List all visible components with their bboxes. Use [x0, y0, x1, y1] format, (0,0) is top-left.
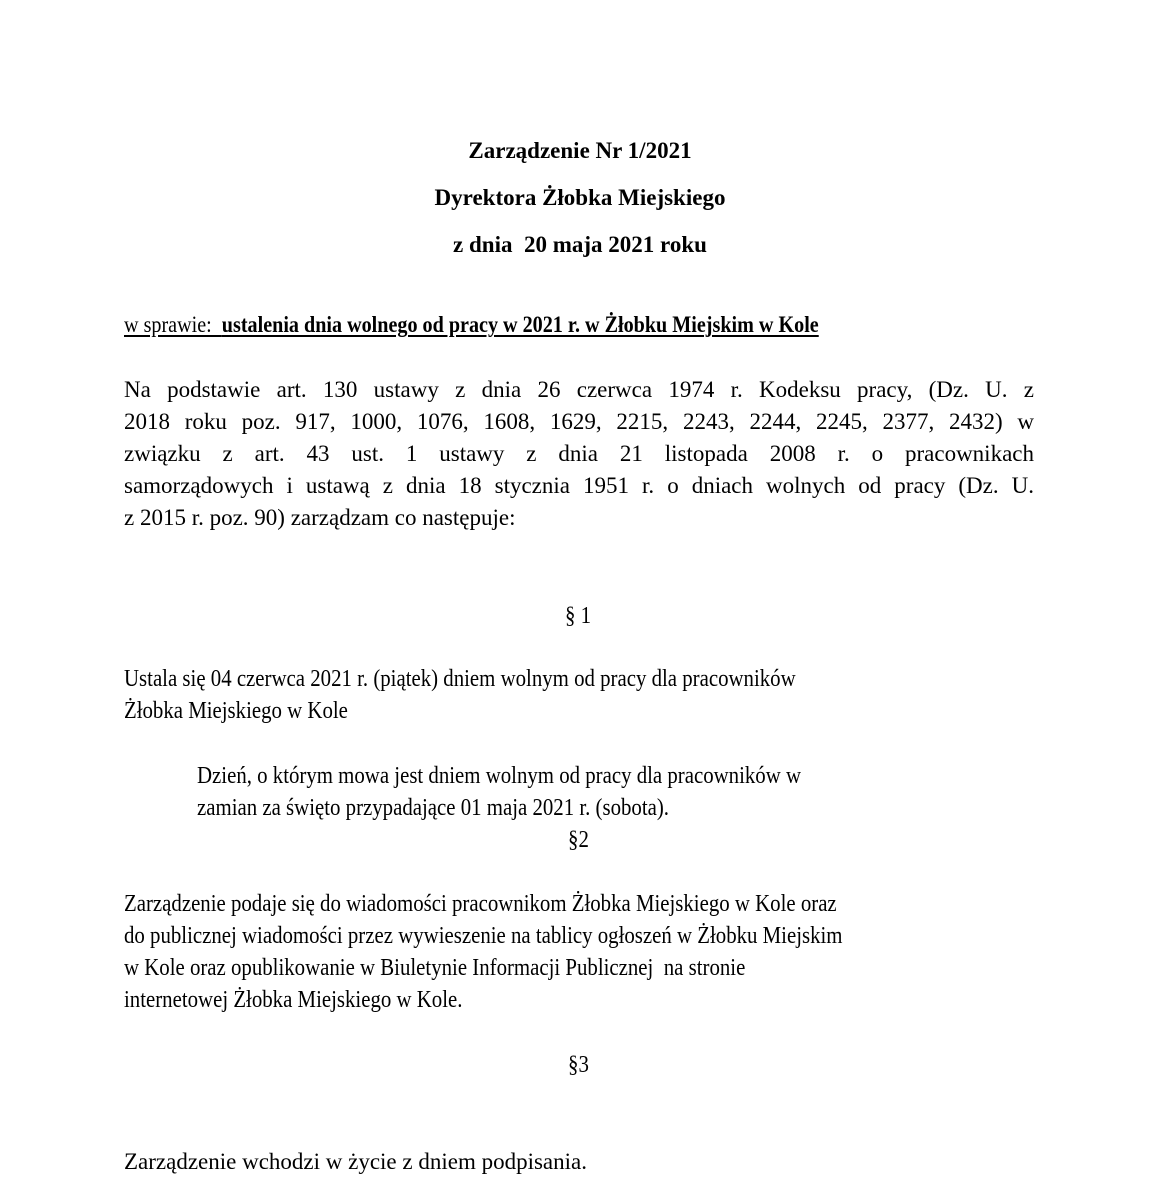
section-1-line: Żłobka Miejskiego w Kole	[124, 698, 348, 724]
document-issuer: Dyrektora Żłobka Miejskiego	[434, 185, 726, 210]
document-date: z dnia 20 maja 2021 roku	[453, 232, 707, 257]
document-subject	[124, 313, 819, 336]
section-2-line: Zarządzenie podaje się do wiadomości pracownikom Żłobka Miejskiego w Kole oraz	[124, 891, 837, 917]
preamble-line: związku z art. 43 ust. 1 ustawy z dnia 21 listopada 2008 r. o pracownikach	[124, 441, 1034, 466]
document-title: Zarządzenie Nr 1/2021	[468, 138, 692, 163]
section-2-line: w Kole oraz opublikowanie w Biuletynie Informacji Publicznej na stronie	[124, 955, 746, 981]
section-3-line: Zarządzenie wchodzi w życie z dniem podpisania.	[124, 1149, 587, 1174]
subject-prefix: w sprawie:	[124, 312, 222, 337]
subject-text: ustalenia dnia wolnego od pracy w 2021 r. w Żłobku Miejskim w Kole	[221, 312, 819, 337]
section-1-sign: § 1	[565, 603, 592, 629]
preamble-line: Na podstawie art. 130 ustawy z dnia 26 czerwca 1974 r. Kodeksu pracy, (Dz. U. z	[124, 377, 1034, 402]
section-1-note-line: zamian za święto przypadające 01 maja 2021 r. (sobota).	[197, 795, 670, 821]
preamble-line: 2018 roku poz. 917, 1000, 1076, 1608, 1629, 2215, 2243, 2244, 2245, 2377, 2432) w	[124, 409, 1034, 434]
preamble-line: z 2015 r. poz. 90) zarządzam co następuje:	[124, 505, 516, 530]
section-1-line: Ustala się 04 czerwca 2021 r. (piątek) dniem wolnym od pracy dla pracowników	[124, 666, 796, 692]
section-2-sign: §2	[568, 827, 589, 853]
preamble-line: samorządowych i ustawą z dnia 18 stycznia 1951 r. o dniach wolnych od pracy (Dz. U.	[124, 473, 1034, 498]
section-3-sign: §3	[568, 1052, 589, 1078]
section-1-note-line: Dzień, o którym mowa jest dniem wolnym od pracy dla pracowników w	[197, 763, 802, 789]
section-2-line: do publicznej wiadomości przez wywieszenie na tablicy ogłoszeń w Żłobku Miejskim	[124, 923, 843, 949]
section-2-line: internetowej Żłobka Miejskiego w Kole.	[124, 987, 463, 1013]
